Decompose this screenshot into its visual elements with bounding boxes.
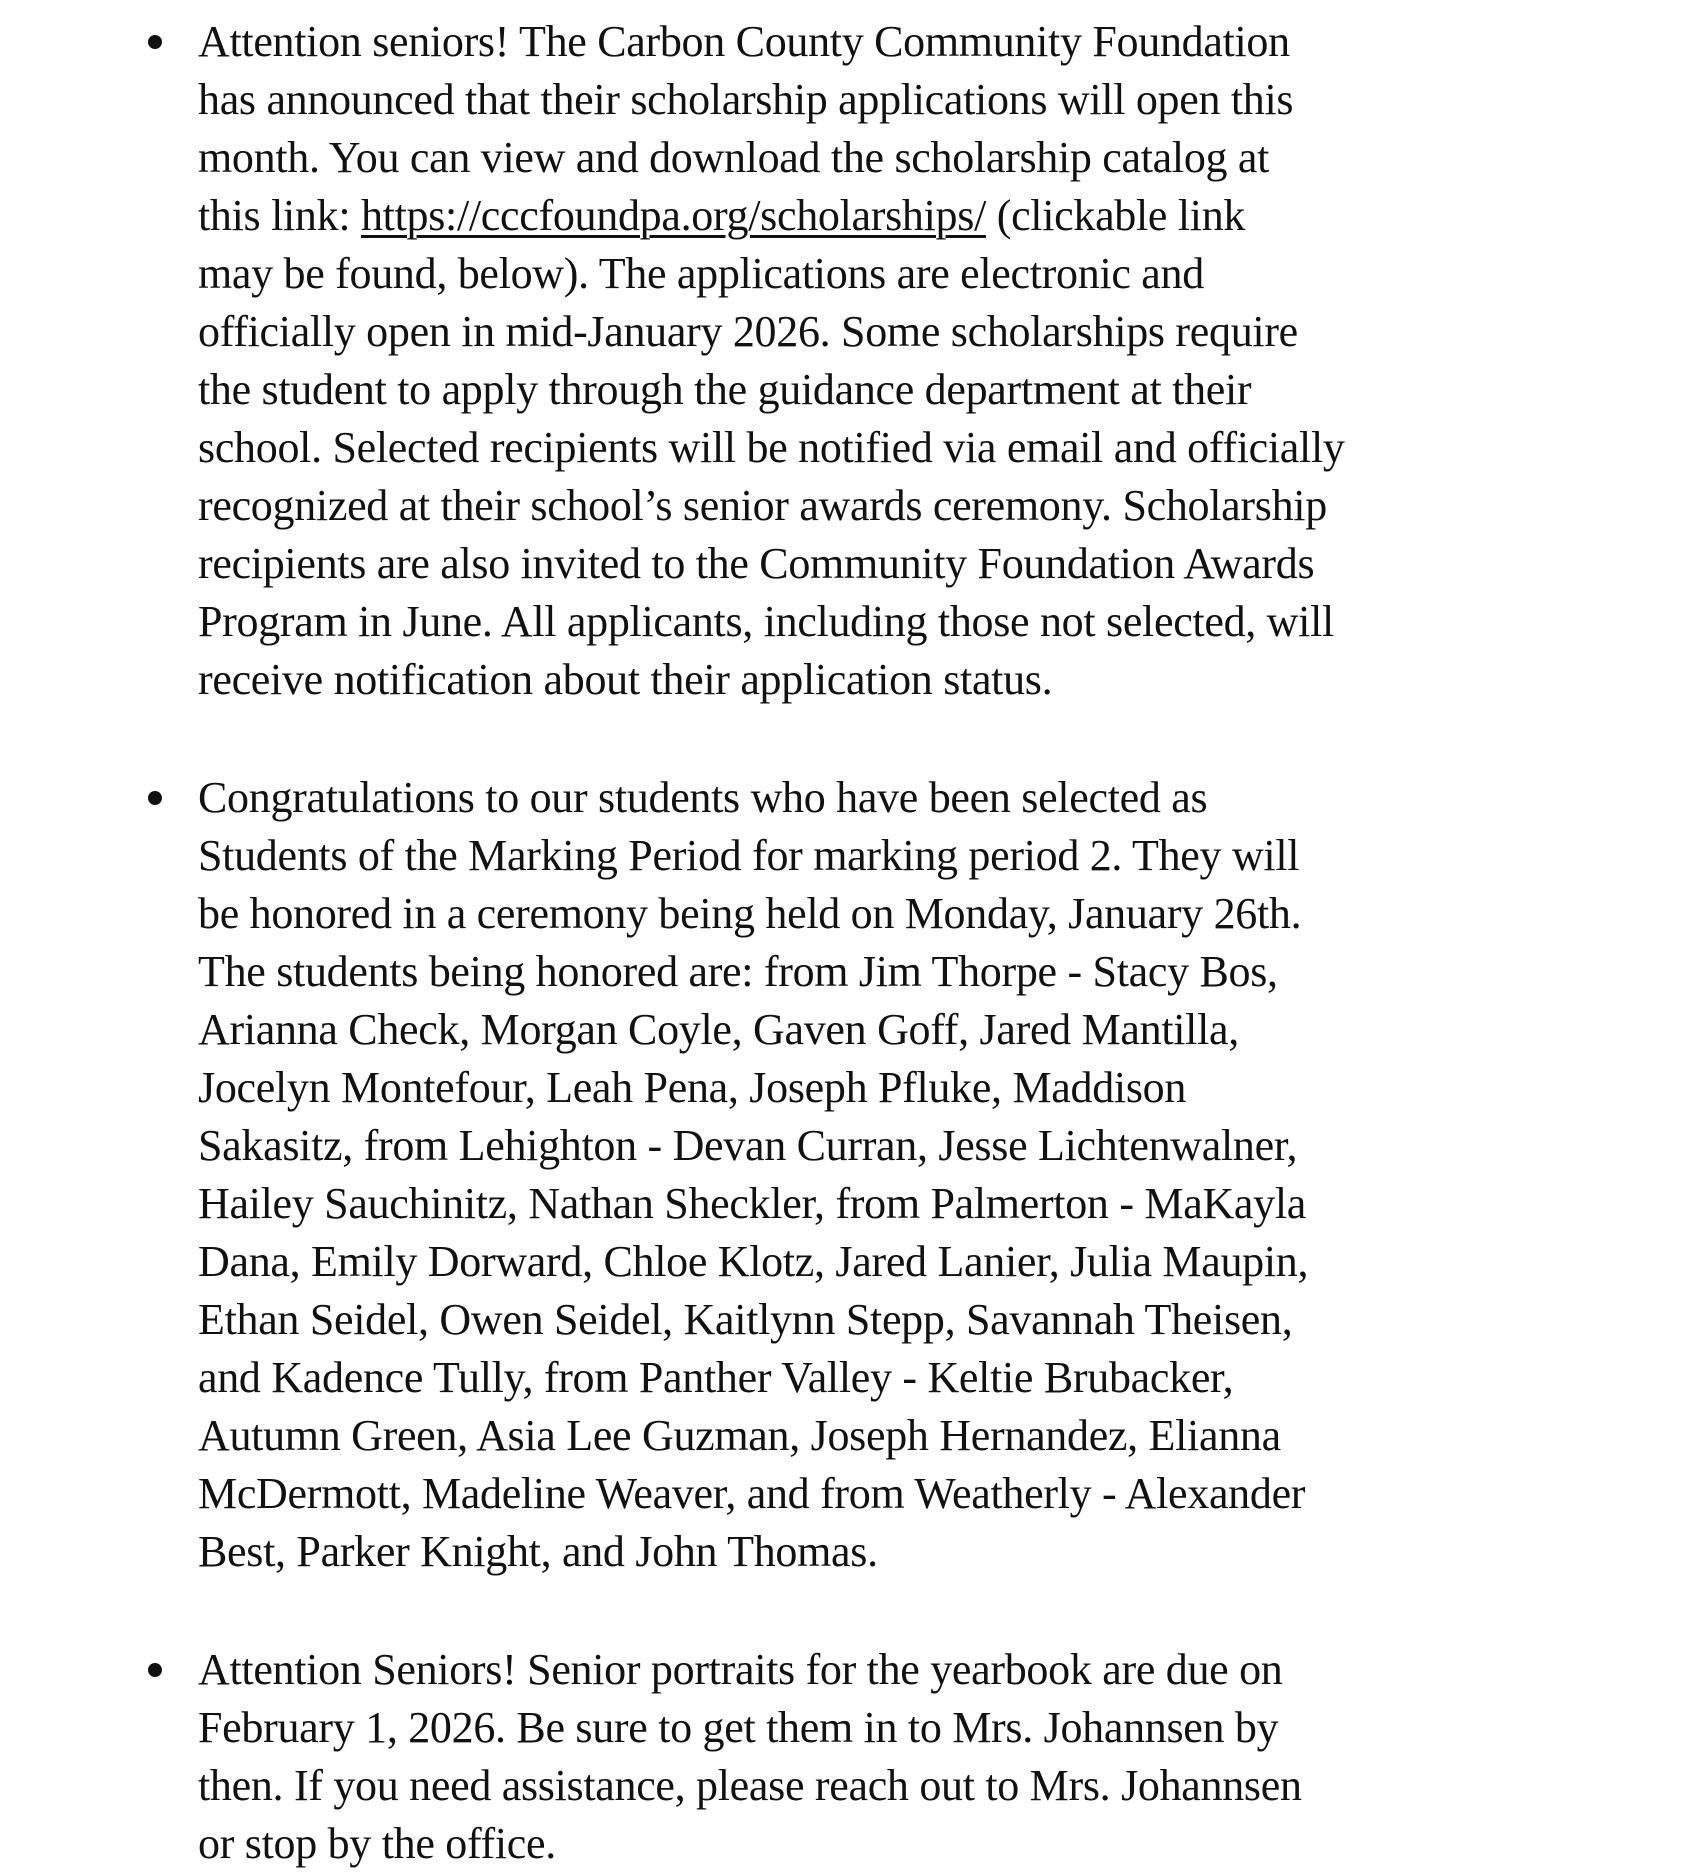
text-line: McDermott, Madeline Weaver, and from Weatherly - Alexander — [198, 1469, 1306, 1518]
text-line: or stop by the office. — [198, 1819, 556, 1868]
text-line: Arianna Check, Morgan Coyle, Gaven Goff, Jared Mantilla, — [198, 1005, 1239, 1054]
text-line: recipients are also invited to the Community Foundation Awards — [198, 539, 1315, 588]
text-line: the student to apply through the guidance department at their — [198, 365, 1252, 414]
text-line: Congratulations to our students who have been selected as — [198, 773, 1208, 822]
text-line: Program in June. All applicants, including those not selected, will — [198, 597, 1334, 646]
link-prefix-text: this link: — [198, 191, 361, 240]
text-line: Ethan Seidel, Owen Seidel, Kaitlynn Stepp, Savannah Theisen, — [198, 1295, 1293, 1344]
text-line-with-link — [198, 192, 1245, 240]
text-line: Attention seniors! The Carbon County Community Foundation — [198, 17, 1290, 66]
text-line: then. If you need assistance, please reach out to Mrs. Johannsen — [198, 1761, 1302, 1810]
scholarships-link[interactable]: https://cccfoundpa.org/scholarships/ — [360, 191, 987, 240]
text-line: recognized at their school’s senior awards ceremony. Scholarship — [198, 481, 1327, 530]
text-line: Jocelyn Montefour, Leah Pena, Joseph Pfluke, Maddison — [198, 1063, 1187, 1112]
text-line: Sakasitz, from Lehighton - Devan Curran, Jesse Lichtenwalner, — [198, 1121, 1298, 1170]
bullet-icon — [148, 1663, 162, 1677]
text-line: Dana, Emily Dorward, Chloe Klotz, Jared Lanier, Julia Maupin, — [198, 1237, 1309, 1286]
text-line: Autumn Green, Asia Lee Guzman, Joseph Hernandez, Elianna — [198, 1411, 1281, 1460]
text-line: Hailey Sauchinitz, Nathan Sheckler, from Palmerton - MaKayla — [198, 1179, 1306, 1228]
text-line: month. You can view and download the scholarship catalog at — [198, 133, 1270, 182]
text-line: school. Selected recipients will be notified via email and officially — [198, 423, 1345, 472]
text-line: be honored in a ceremony being held on Monday, January 26th. — [198, 889, 1302, 938]
text-line: receive notification about their application status. — [198, 655, 1053, 704]
text-line: Best, Parker Knight, and John Thomas. — [198, 1527, 878, 1576]
text-line: Students of the Marking Period for marking period 2. They will — [198, 831, 1300, 880]
text-line: and Kadence Tully, from Panther Valley - Keltie Brubacker, — [198, 1353, 1234, 1402]
text-line: may be found, below). The applications are electronic and — [198, 249, 1204, 298]
text-line: has announced that their scholarship applications will open this — [198, 75, 1294, 124]
bullet-icon — [148, 35, 162, 49]
bullet-icon — [148, 791, 162, 805]
text-line: February 1, 2026. Be sure to get them in to Mrs. Johannsen by — [198, 1703, 1279, 1752]
text-line: officially open in mid-January 2026. Some scholarships require — [198, 307, 1298, 356]
link-suffix-text: (clickable link — [986, 191, 1246, 240]
text-line: Attention Seniors! Senior portraits for the yearbook are due on — [198, 1645, 1283, 1694]
text-line: The students being honored are: from Jim Thorpe - Stacy Bos, — [198, 947, 1278, 996]
